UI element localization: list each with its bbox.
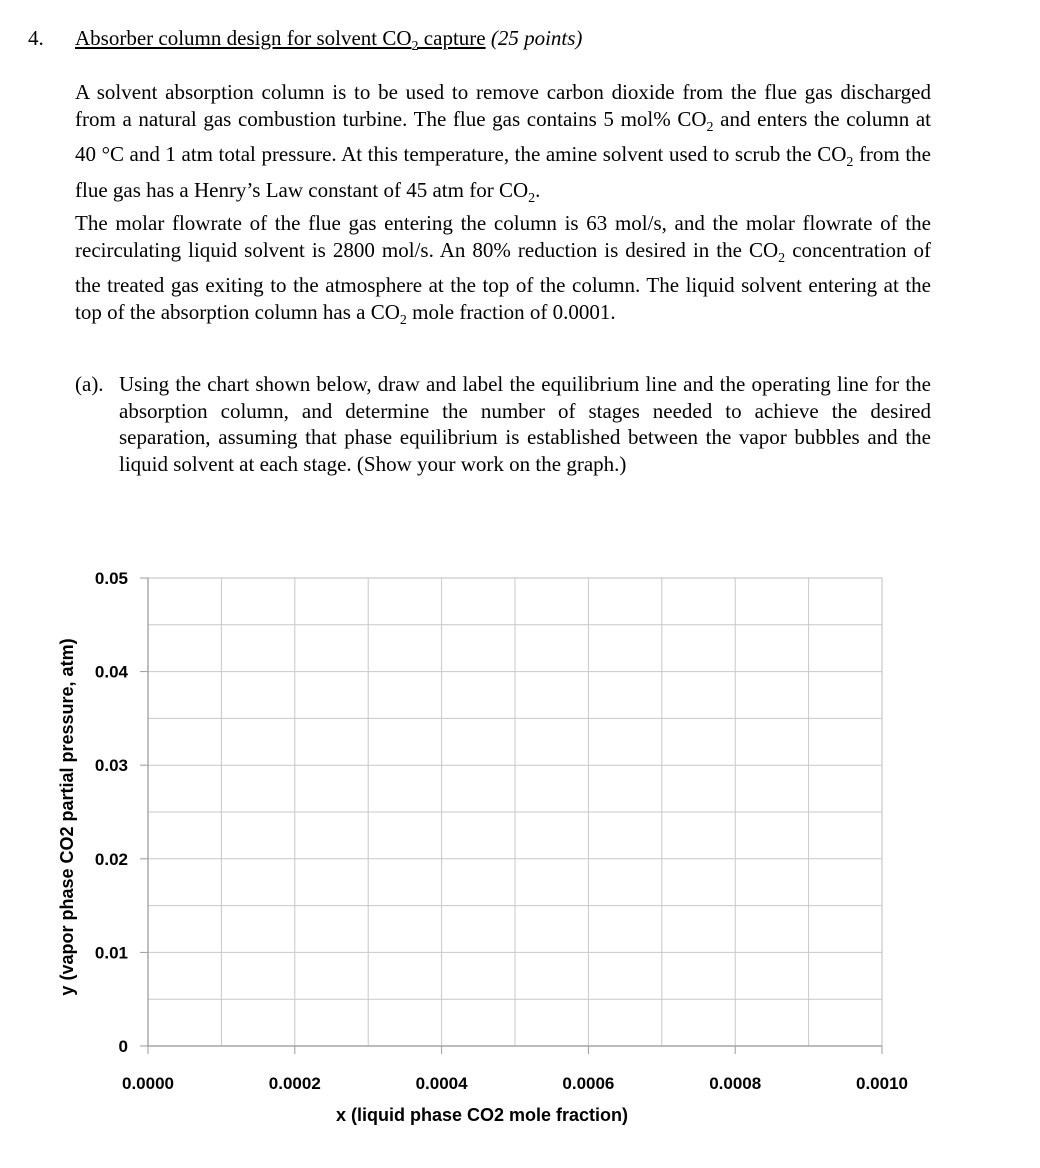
x-tick-label: 0.0002 [268, 1074, 321, 1093]
x-tick-label: 0.0004 [415, 1074, 468, 1093]
points-label: (25 points) [490, 26, 583, 50]
title-tail: capture [418, 26, 486, 50]
part-a-label: (a). [75, 372, 104, 396]
part-a [75, 371, 931, 477]
title-subscript: 2 [411, 39, 419, 55]
y-tick-label: 0.05 [94, 569, 128, 588]
question-number: 4. [28, 26, 44, 50]
y-tick-label: 0 [118, 1037, 128, 1056]
y-tick-label: 0.02 [94, 849, 128, 869]
y-tick-label: 0.01 [94, 943, 128, 963]
chart-svg[interactable] [0, 540, 1040, 1140]
x-tick-label: 0.0000 [122, 1074, 174, 1093]
y-tick-label: 0.03 [94, 756, 128, 776]
problem-paragraph-2: The molar flowrate of the flue gas entering the column is 63 mol/s, and the molar flowrate of the recirculating liquid solvent is 2800 mol/s. An 80% reduction is desired in the $CO_2$ concentration of the treated gas exiting to the atmosphere at the top of the column. The liquid solvent entering at the top of the absorption column has a $CO_2$ mole fraction of 0.0001. [75, 211, 931, 328]
x-tick-label: 0.0010 [856, 1074, 908, 1093]
mccabe-thiele-chart[interactable] [0, 540, 1040, 1140]
x-tick-label: 0.0008 [709, 1074, 762, 1093]
part-a-text: Using the chart shown below, draw and label the equilibrium line and the operating line for the absorption column, and determine the number of stages needed to achieve the desired separation, assuming that phase equilibrium is established between the vapor bubbles and the liquid solvent at each stage. (Show your work on the graph.) [119, 372, 931, 476]
title-text: Absorber column design for solvent CO [75, 26, 412, 50]
x-axis-title: x (liquid phase CO2 mole fraction) [335, 1105, 629, 1125]
y-axis-title: y (vapor phase CO2 partial pressure, atm) [57, 638, 77, 996]
y-tick-label: 0.04 [94, 662, 128, 682]
x-tick-label: 0.0006 [562, 1074, 615, 1093]
question-title [75, 26, 582, 55]
problem-paragraph-1: A solvent absorption column is to be used to remove carbon dioxide from the flue gas discharged from a natural gas combustion turbine. The flue gas contains 5 mol% $CO_2$ and enters the column at 40 °C and 1 atm total pressure. At this temperature, the amine solvent used to scrub the $CO_2$ from the flue gas has a Henry’s Law constant of 45 atm for $CO_2$. [75, 80, 931, 207]
